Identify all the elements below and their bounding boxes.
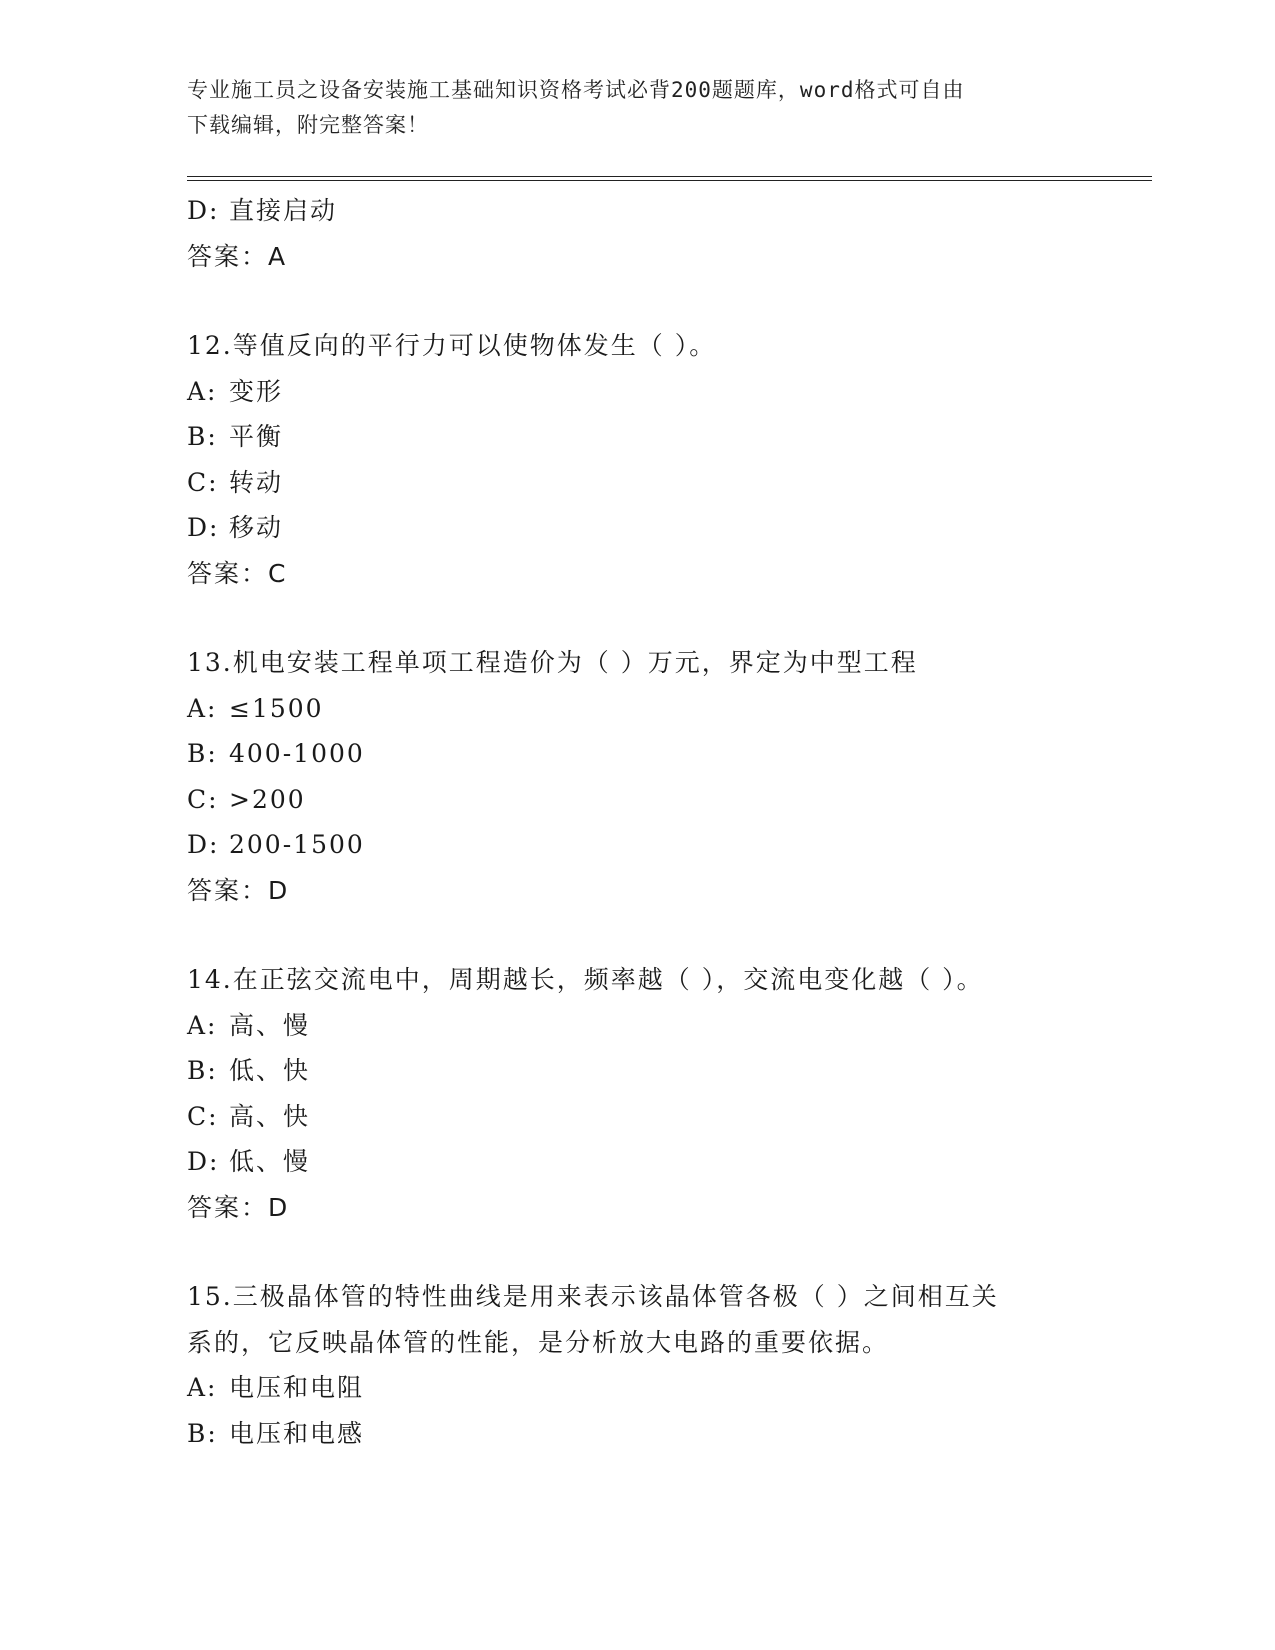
option-row xyxy=(187,1003,1147,1049)
header-rule-bottom xyxy=(187,180,1152,181)
option-row xyxy=(187,1094,1147,1140)
option-row xyxy=(187,777,1147,823)
question-text-continued: 系的，它反映晶体管的性能，是分析放大电路的重要依据。 xyxy=(187,1327,890,1357)
header-rule-top xyxy=(187,176,1152,177)
question-block-11 xyxy=(187,188,1147,279)
option-text: 低、慢 xyxy=(229,1147,311,1176)
option-row xyxy=(187,686,1147,732)
option-row xyxy=(187,1048,1147,1094)
option-text: 400-1000 xyxy=(229,739,365,768)
answer-line: 答案：A xyxy=(187,241,288,271)
header-line-1: 专业施工员之设备安装施工基础知识资格考试必背200题题库，word格式可自由 xyxy=(187,78,965,102)
option-letter: B: xyxy=(187,1418,218,1448)
question-block-14 xyxy=(187,957,1147,1230)
option-letter: D: xyxy=(187,1147,220,1176)
option-row xyxy=(187,1365,1147,1411)
option-letter: C: xyxy=(187,467,219,497)
option-text: 电压和电阻 xyxy=(229,1373,365,1402)
question-list xyxy=(187,188,1147,1456)
question-text: 14.在正弦交流电中，周期越长，频率越（ ），交流电变化越（ ）。 xyxy=(187,965,984,994)
option-text: 变形 xyxy=(229,376,284,406)
option-text: >200 xyxy=(229,784,306,814)
option-text: 低、快 xyxy=(229,1056,311,1085)
document-header xyxy=(187,73,1087,143)
answer-line: 答案：D xyxy=(187,875,290,905)
answer-line: 答案：D xyxy=(187,1192,290,1222)
option-letter: B: xyxy=(187,739,218,768)
option-letter: C: xyxy=(187,784,219,814)
question-text: 15.三极晶体管的特性曲线是用来表示该晶体管各极（ ）之间相互关 xyxy=(187,1282,999,1311)
option-row xyxy=(187,460,1147,506)
question-block-15 xyxy=(187,1274,1147,1456)
option-text: 高、慢 xyxy=(229,1010,311,1040)
option-text: 电压和电感 xyxy=(229,1418,365,1448)
option-row xyxy=(187,1139,1147,1185)
option-letter: A: xyxy=(187,1373,218,1402)
option-letter: A: xyxy=(187,693,218,723)
question-block-13 xyxy=(187,640,1147,913)
option-letter: D: xyxy=(187,513,220,542)
question-block-12 xyxy=(187,323,1147,596)
option-text: 平衡 xyxy=(229,422,284,451)
question-text: 13.机电安装工程单项工程造价为（ ）万元，界定为中型工程 xyxy=(187,648,918,677)
option-text: 200-1500 xyxy=(229,830,365,859)
option-text: 转动 xyxy=(229,467,284,497)
option-letter: C: xyxy=(187,1101,219,1131)
option-row xyxy=(187,188,1147,234)
option-text: 直接启动 xyxy=(229,196,338,225)
option-letter: A: xyxy=(187,1010,218,1040)
option-row xyxy=(187,505,1147,551)
header-line-2: 下载编辑，附完整答案！ xyxy=(187,113,429,137)
option-letter: A: xyxy=(187,376,218,406)
option-letter: D: xyxy=(187,830,220,859)
option-row xyxy=(187,822,1147,868)
option-text: ≤1500 xyxy=(229,693,324,723)
option-row xyxy=(187,731,1147,777)
option-letter: D: xyxy=(187,196,220,225)
option-row xyxy=(187,369,1147,415)
question-text: 12.等值反向的平行力可以使物体发生（ ）。 xyxy=(187,331,717,360)
answer-line: 答案：C xyxy=(187,558,288,588)
option-text: 移动 xyxy=(229,513,284,542)
option-row xyxy=(187,1411,1147,1457)
option-letter: B: xyxy=(187,1056,218,1085)
option-text: 高、快 xyxy=(229,1101,311,1131)
option-row xyxy=(187,414,1147,460)
option-letter: B: xyxy=(187,422,218,451)
